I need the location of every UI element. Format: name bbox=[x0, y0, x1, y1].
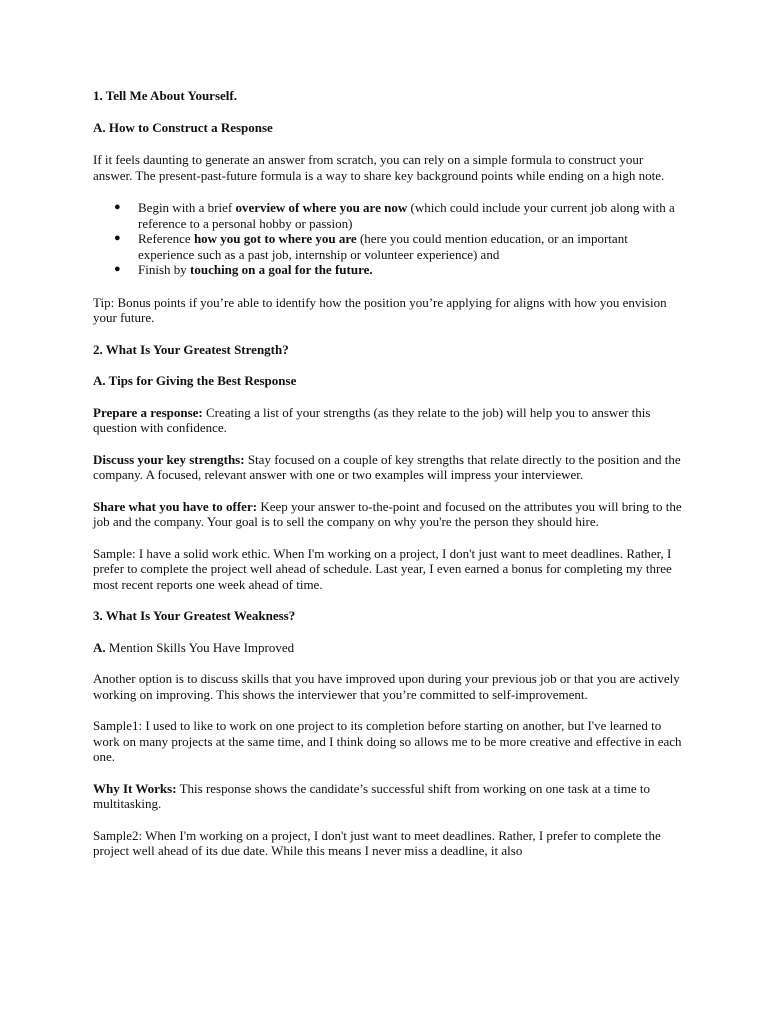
section-3-intro: Another option is to discuss skills that you have improved upon during your previous job or that you are actively working on improving. This shows the interviewer that you’re committed to self-improvement. bbox=[93, 671, 680, 702]
section-3-sample2: Sample2: When I'm working on a project, I don't just want to meet deadlines. Rather, I prefer to complete the project well ahead of its due date. While this means I never miss a deadline, it also bbox=[93, 827, 661, 858]
section-1-tip: Tip: Bonus points if you’re able to identify how the position you’re applying for aligns with how you envision your future. bbox=[93, 294, 667, 325]
list-item: ● Finish by touching on a goal for the future. bbox=[114, 262, 373, 277]
section-2-offer-paragraph: Share what you have to offer: Keep your answer to-the-point and focused on the attributes you will bring to the job and the company. Your goal is to sell the company on why you're the person they should hire. bbox=[93, 498, 682, 529]
section-2-strengths-paragraph: Discuss your key strengths: Stay focused on a couple of key strengths that relate directly to the position and the company. A focused, relevant answer with one or two examples will impress your interviewer. bbox=[93, 451, 681, 482]
list-item: ● Reference how you got to where you are (here you could mention education, or an important experience such as a past job, internship or volunteer experience) and bbox=[114, 231, 628, 262]
bullet-icon: ● bbox=[114, 263, 121, 275]
section-3-why-it-works: Why It Works: This response shows the candidate’s successful shift from working on one task at a time to multitasking. bbox=[93, 780, 651, 811]
bullet-icon: ● bbox=[114, 201, 121, 213]
section-2-subtitle: A. Tips for Giving the Best Response bbox=[93, 373, 297, 388]
section-2-title: 2. What Is Your Greatest Strength? bbox=[93, 341, 289, 357]
section-2-prepare-paragraph: Prepare a response: Creating a list of your strengths (as they relate to the job) will help you to answer this question with confidence. bbox=[93, 404, 651, 435]
section-3-sample1: Sample1: I used to like to work on one project to its completion before starting on another, but I've learned to work on many projects at the same time, and I think doing so allows me to be more creative and effective in each one. bbox=[93, 718, 682, 764]
section-3-subtitle: A. Mention Skills You Have Improved bbox=[93, 639, 295, 655]
section-1-bullet-list bbox=[93, 200, 683, 278]
section-1-subtitle: A. How to Construct a Response bbox=[93, 119, 273, 135]
bullet-icon: ● bbox=[114, 232, 121, 244]
document-page bbox=[93, 88, 683, 859]
section-1-intro: If it feels daunting to generate an answer from scratch, you can rely on a simple formula to construct your answer. The present-past-future formula is a way to share key background points while ending on a high note. bbox=[93, 152, 665, 183]
section-3-title: 3. What Is Your Greatest Weakness? bbox=[93, 608, 296, 623]
list-item: ● Begin with a brief overview of where you are now (which could include your current job along with a reference to a personal hobby or passion) bbox=[114, 200, 675, 231]
section-1-title: 1. Tell Me About Yourself. bbox=[93, 88, 237, 103]
section-2-sample: Sample: I have a solid work ethic. When I'm working on a project, I don't just want to meet deadlines. Rather, I prefer to complete the project well ahead of schedule. Last year, I even earned a bonus for completing my three most recent reports one week ahead of time. bbox=[93, 545, 672, 592]
